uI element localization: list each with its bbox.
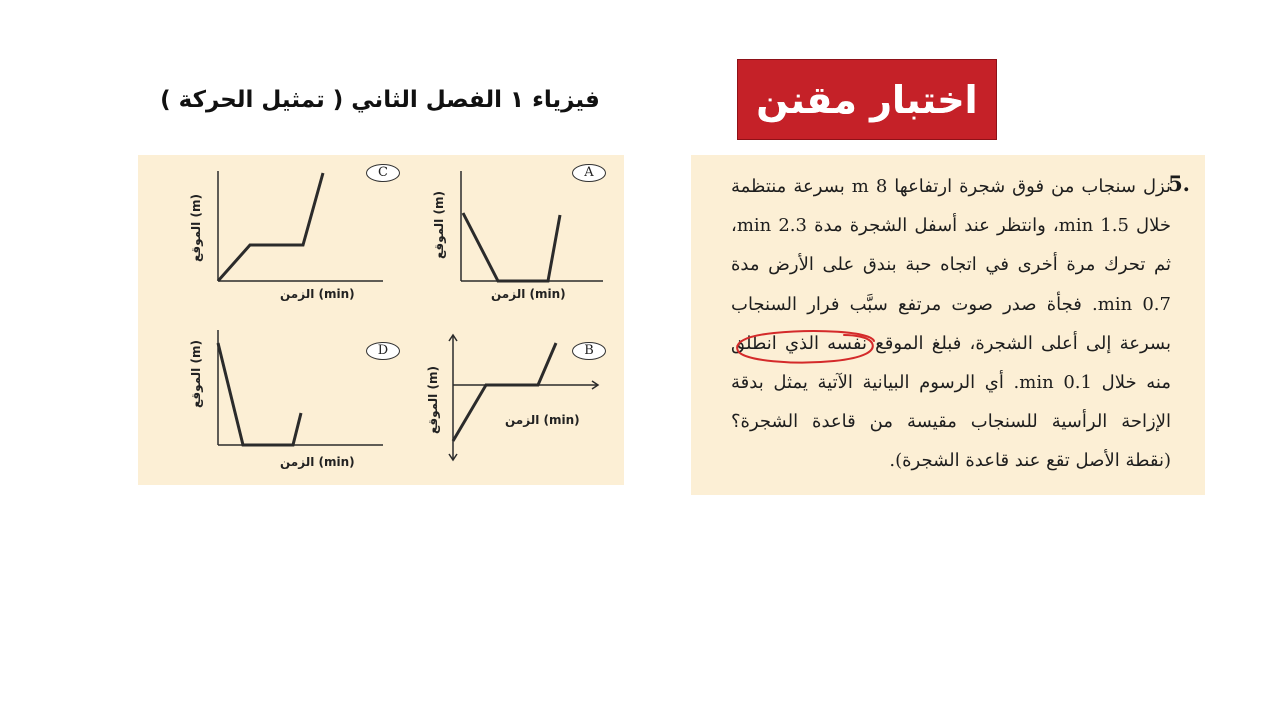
test-banner bbox=[737, 59, 997, 140]
question-text: نزل سنجاب من فوق شجرة ارتفاعها 8 m بسرعة منتظمة خلال 1.5 min، وانتظر عند أسفل الشجرة مدة 2.3 min، ثم تحرك مرة أخرى في اتجاه حبة بندق على الأرض مدة 0.7 min. فجأة صدر صوت مرتفع سبَّب فرار السنجاب بسرعة إلى أعلى الشجرة، فبلغ الموقع نفسه الذي انطلق منه خلال 0.1 min. أي الرسوم البيانية الآتية يمثل بدقة الإزاحة الرأسية للسنجاب مقيسة من قاعدة الشجرة؟ (نقطة الأصل تقع عند قاعدة الشجرة). bbox=[731, 176, 1171, 472]
graph-d-plot bbox=[188, 335, 388, 460]
graph-c-letter: C bbox=[366, 164, 400, 182]
banner-label: اختبار مقنن bbox=[756, 77, 978, 122]
graph-b-y-label: الموقع (m) bbox=[425, 366, 440, 434]
graph-b-x-label: الزمن (min) bbox=[505, 413, 580, 427]
graph-c-x-label: الزمن (min) bbox=[280, 287, 355, 301]
graph-a-line bbox=[463, 213, 560, 281]
graph-a-plot bbox=[433, 163, 623, 293]
graph-a-y-label: الموقع (m) bbox=[431, 191, 446, 259]
graph-a-letter: A bbox=[572, 164, 606, 182]
graph-c-y-label: الموقع (m) bbox=[188, 194, 203, 262]
graph-b-letter: B bbox=[572, 342, 606, 360]
graphs-panel bbox=[138, 155, 624, 485]
question-number: 5. bbox=[1168, 171, 1190, 196]
graph-c[interactable] bbox=[188, 163, 418, 313]
graph-a-x-label: الزمن (min) bbox=[491, 287, 566, 301]
graph-d-x-label: الزمن (min) bbox=[280, 455, 355, 469]
graph-c-line bbox=[218, 173, 323, 281]
graph-d[interactable] bbox=[188, 335, 418, 480]
graph-b[interactable] bbox=[425, 335, 623, 480]
graph-c-plot bbox=[188, 163, 388, 293]
graph-d-letter: D bbox=[366, 342, 400, 360]
page-title: فيزياء ١ الفصل الثاني ( تمثيل الحركة ) bbox=[160, 87, 600, 113]
question-panel bbox=[691, 155, 1205, 495]
graph-d-y-label: الموقع (m) bbox=[188, 340, 203, 408]
graph-a[interactable] bbox=[433, 163, 623, 313]
graph-d-line bbox=[218, 343, 301, 445]
